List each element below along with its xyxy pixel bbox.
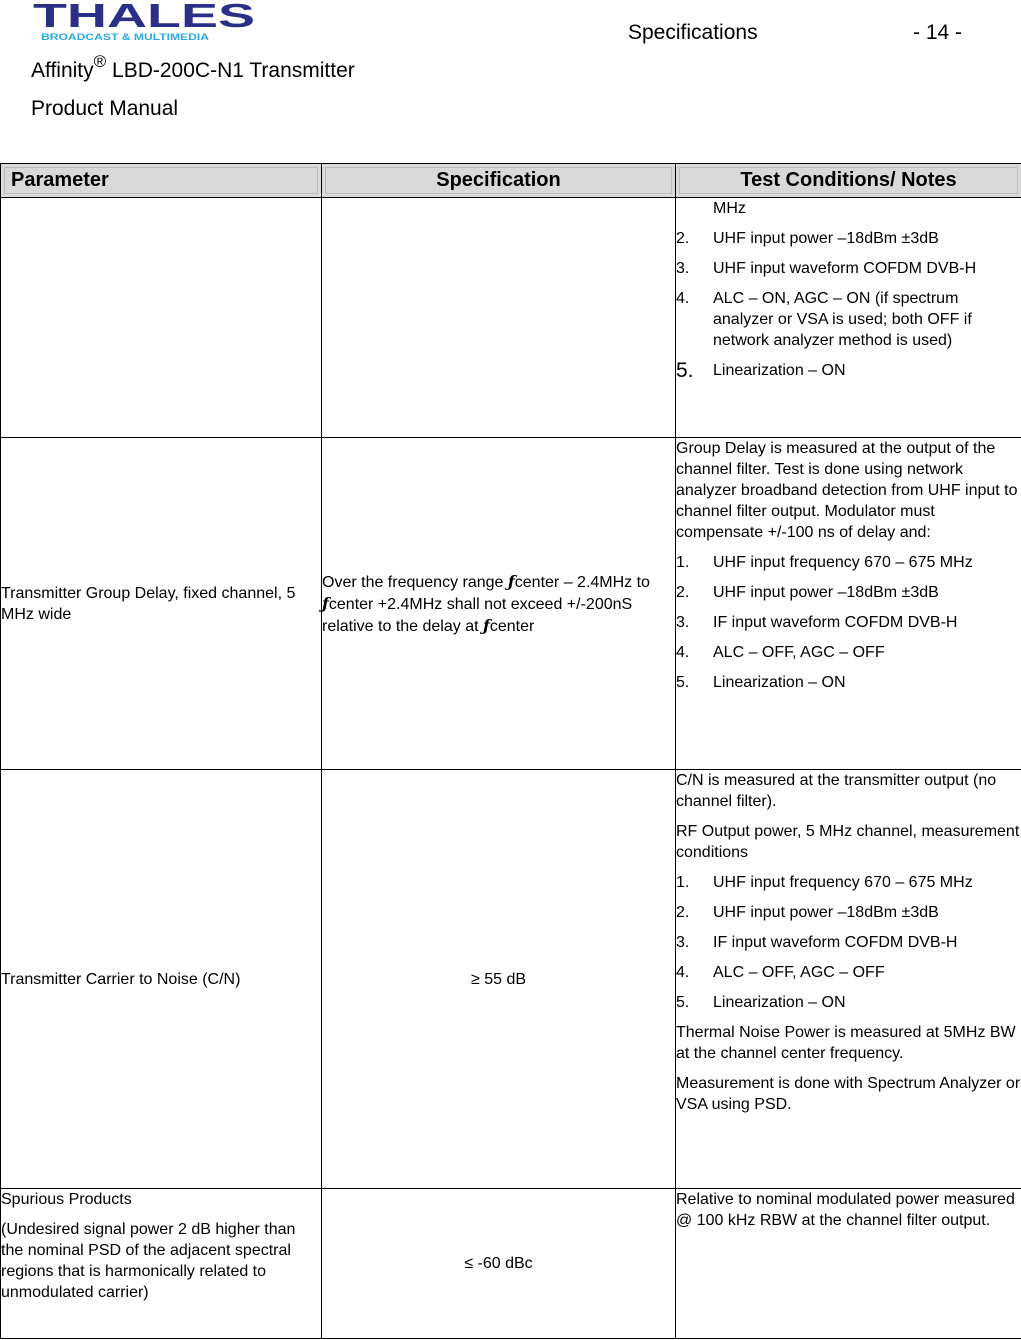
list-item: 2. UHF input power –18dBm ±3dB — [676, 230, 939, 247]
list-item: 1. UHF input frequency 670 – 675 MHz — [676, 874, 973, 891]
notes-cell: Relative to nominal modulated power measured @ 100 kHz RBW at the channel filter output. — [676, 1189, 1021, 1339]
parameter-cell: Transmitter Carrier to Noise (C/N) — [1, 770, 322, 1189]
logo-subtitle: BROADCAST & MULTIMEDIA — [41, 32, 210, 42]
notes-cell: MHz 2. UHF input power –18dBm ±3dB 3. UHF input waveform COFDM DVB-H 4. ALC – ON, AGC – ON (if spectrum analyzer or VSA is used; both OFF if network analyzer method is used) 5. Linearization – ON — [676, 198, 1021, 438]
section-title: Specifications — [628, 21, 758, 44]
specifications-table — [0, 163, 1021, 1339]
company-logo — [31, 0, 257, 44]
list-item: 4. ALC – OFF, AGC – OFF — [676, 964, 885, 981]
parameter-cell: Transmitter Group Delay, fixed channel, 5 MHz wide — [1, 438, 322, 770]
table-row — [1, 198, 1021, 438]
list-item: 3. UHF input waveform COFDM DVB-H — [676, 260, 977, 277]
list-item: 2. UHF input power –18dBm ±3dB — [676, 584, 939, 601]
table-row — [1, 770, 1021, 1189]
list-item: 5. Linearization – ON — [676, 994, 846, 1011]
table-row — [1, 438, 1021, 770]
list-item: 4. ALC – ON, AGC – ON (if spectrum analyzer or VSA is used; both OFF if network analyzer method is used) — [676, 290, 972, 349]
list-item: 5. Linearization – ON — [676, 359, 846, 382]
parameter-cell: Spurious Products (Undesired signal power 2 dB higher than the nominal PSD of the adjacent spectral regions that is harmonically related to unmodulated carrier) — [1, 1189, 322, 1339]
page-number: - 14 - — [913, 21, 963, 44]
specification-cell: ≥ 55 dB — [322, 770, 676, 1189]
registered-mark: ® — [93, 52, 107, 71]
table-header-row — [1, 164, 1021, 198]
document-subtitle: Product Manual — [31, 97, 179, 120]
list-item: 4. ALC – OFF, AGC – OFF — [676, 644, 885, 661]
parameter-cell — [1, 198, 322, 438]
specification-cell: Over the frequency range ƒcenter – 2.4MHz to ƒcenter +2.4MHz shall not exceed +/-200nS relative to the delay at ƒcenter — [322, 438, 676, 770]
notes-cell: C/N is measured at the transmitter output (no channel filter). RF Output power, 5 MHz channel, measurement conditions 1. UHF input frequency 670 – 675 MHz 2. UHF input power –18dBm ±3dB 3. IF input waveform COFDM DVB-H 4. ALC – OFF, AGC – OFF 5. Linearization – ON Thermal Noise Power is measured at 5MHz BW at the channel center frequency. Measurement is done with Spectrum Analyzer or VSA using PSD. — [676, 770, 1021, 1189]
list-item: 2. UHF input power –18dBm ±3dB — [676, 904, 939, 921]
document-title: Affinity® LBD-200C-N1 Transmitter — [31, 52, 355, 82]
column-header-parameter: Parameter — [1, 164, 322, 198]
notes-cell: Group Delay is measured at the output of the channel filter. Test is done using network analyzer broadband detection from UHF input to channel filter output. Modulator must compensate +/-100 ns of delay and: 1. UHF input frequency 670 – 675 MHz 2. UHF input power –18dBm ±3dB 3. IF input waveform COFDM DVB-H 4. ALC – OFF, AGC – OFF 5. Linearization – ON — [676, 438, 1021, 770]
list-item: 3. IF input waveform COFDM DVB-H — [676, 614, 958, 631]
list-item: 1. UHF input frequency 670 – 675 MHz — [676, 554, 973, 571]
logo-wordmark: THALES — [33, 0, 255, 34]
column-header-notes: Test Conditions/ Notes — [676, 164, 1021, 198]
specification-cell — [322, 198, 676, 438]
list-item: 3. IF input waveform COFDM DVB-H — [676, 934, 958, 951]
list-item: 5. Linearization – ON — [676, 674, 846, 691]
column-header-specification: Specification — [322, 164, 676, 198]
table-row — [1, 1189, 1021, 1339]
specification-cell: ≤ -60 dBc — [322, 1189, 676, 1339]
